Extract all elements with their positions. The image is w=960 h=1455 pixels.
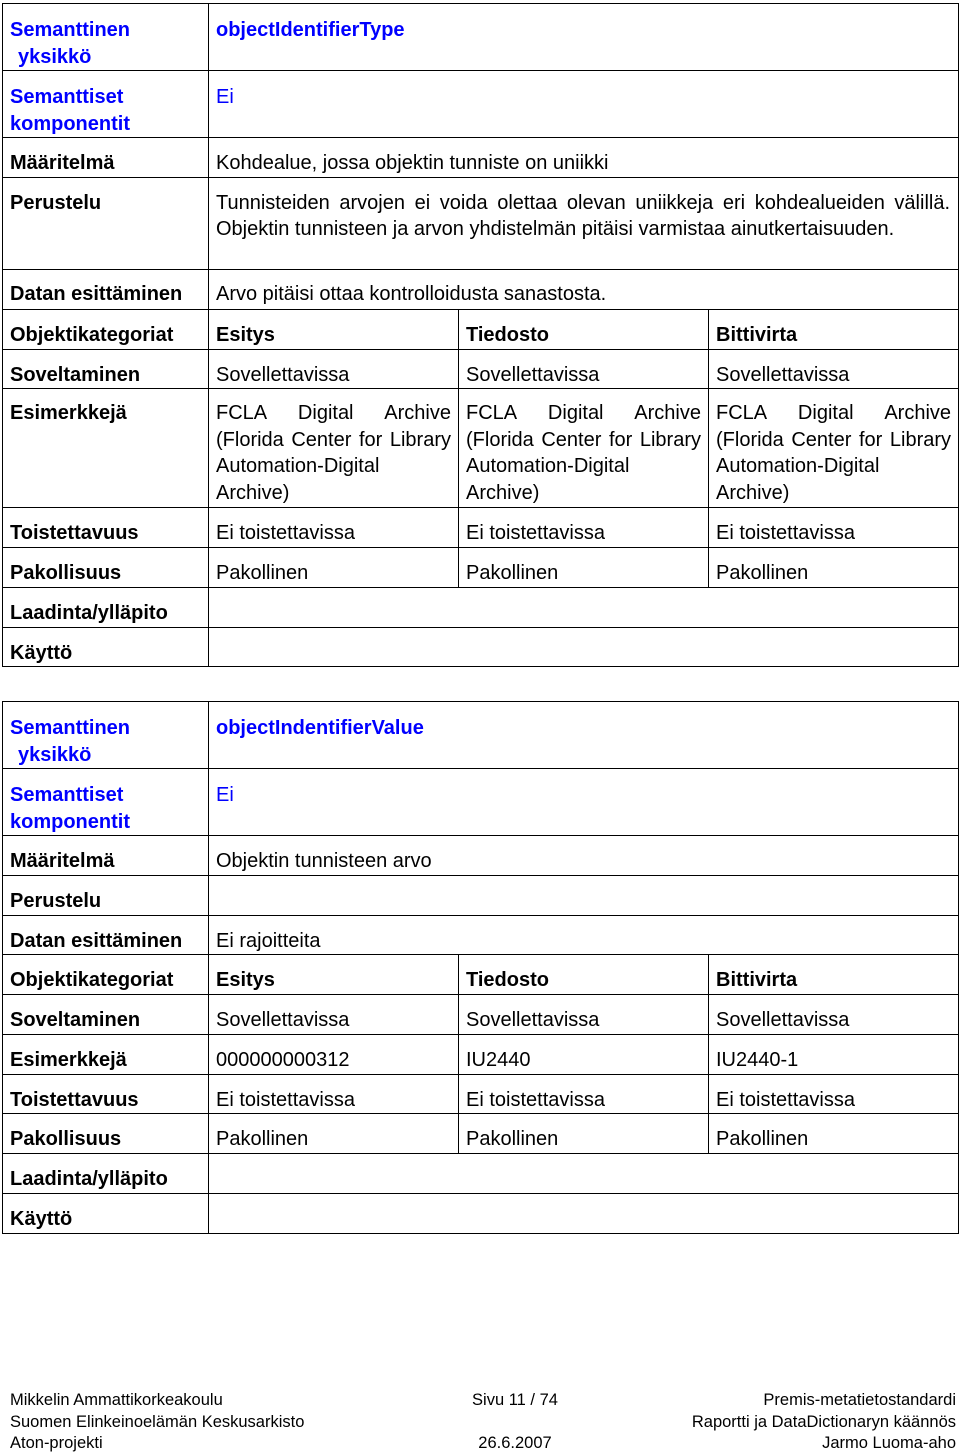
object-category-label: Objektikategoriat <box>3 309 209 349</box>
category-bitstream: Bittivirta <box>709 955 959 995</box>
data-constraint-label: Datan esittäminen <box>3 915 209 955</box>
usage-value <box>209 1193 959 1233</box>
definition-label: Määritelmä <box>3 138 209 178</box>
applicability-file: Sovellettavissa <box>459 995 709 1035</box>
semantic-unit-table-object-identifier-value <box>2 701 959 1234</box>
rationale-label: Perustelu <box>3 875 209 915</box>
footer-center-blank <box>450 1412 580 1434</box>
definition-label: Määritelmä <box>3 836 209 876</box>
repeatability-file: Ei toistettavissa <box>459 1074 709 1114</box>
usage-label: Käyttö <box>3 627 209 667</box>
applicability-representation: Sovellettavissa <box>209 349 459 389</box>
category-bitstream: Bittivirta <box>709 309 959 349</box>
applicability-label: Soveltaminen <box>3 349 209 389</box>
footer-center <box>450 1390 580 1455</box>
obligation-representation: Pakollinen <box>209 548 459 588</box>
creation-maintenance-value <box>209 1154 959 1194</box>
example-file: FCLA Digital Archive (Florida Center for Library Automation-Digital Archive) <box>459 389 709 508</box>
applicability-file: Sovellettavissa <box>459 349 709 389</box>
obligation-representation: Pakollinen <box>209 1114 459 1154</box>
semantic-unit-value: objectIdentifierType <box>209 4 959 71</box>
category-representation: Esitys <box>209 955 459 995</box>
footer-author: Jarmo Luoma-aho <box>822 1434 956 1452</box>
semantic-components-value: Ei <box>209 769 959 836</box>
data-constraint-label: Datan esittäminen <box>3 269 209 309</box>
category-file: Tiedosto <box>459 309 709 349</box>
definition-value: Kohdealue, jossa objektin tunniste on uniikki <box>209 138 959 178</box>
semantic-components-label: Semanttiset komponentit <box>3 769 209 836</box>
obligation-label: Pakollisuus <box>3 1114 209 1154</box>
footer-date: 26.6.2007 <box>478 1434 552 1452</box>
example-representation: FCLA Digital Archive (Florida Center for Library Automation-Digital Archive) <box>209 389 459 508</box>
applicability-label: Soveltaminen <box>3 995 209 1035</box>
creation-maintenance-label: Laadinta/ylläpito <box>3 587 209 627</box>
footer-right <box>692 1390 956 1455</box>
footer-page-number: Sivu 11 / 74 <box>472 1391 558 1409</box>
footer-project: Aton-projekti <box>10 1434 103 1452</box>
footer-standard: Premis-metatietostandardi <box>763 1391 956 1409</box>
rationale-value <box>209 875 959 915</box>
footer-institution: Mikkelin Ammattikorkeakoulu <box>10 1391 223 1409</box>
obligation-bitstream: Pakollinen <box>709 1114 959 1154</box>
repeatability-file: Ei toistettavissa <box>459 508 709 548</box>
examples-label: Esimerkkejä <box>3 1034 209 1074</box>
applicability-bitstream: Sovellettavissa <box>709 995 959 1035</box>
semantic-components-label: Semanttiset komponentit <box>3 71 209 138</box>
object-category-label: Objektikategoriat <box>3 955 209 995</box>
footer-left <box>10 1390 304 1455</box>
page-footer <box>10 1390 956 1454</box>
footer-archive: Suomen Elinkeinoelämän Keskusarkisto <box>10 1412 305 1431</box>
applicability-representation: Sovellettavissa <box>209 995 459 1035</box>
definition-value: Objektin tunnisteen arvo <box>209 836 959 876</box>
applicability-bitstream: Sovellettavissa <box>709 349 959 389</box>
category-representation: Esitys <box>209 309 459 349</box>
data-constraint-value: Ei rajoitteita <box>209 915 959 955</box>
category-file: Tiedosto <box>459 955 709 995</box>
repeatability-representation: Ei toistettavissa <box>209 1074 459 1114</box>
semantic-components-value: Ei <box>209 71 959 138</box>
example-file: IU2440 <box>459 1034 709 1074</box>
example-representation: 000000000312 <box>209 1034 459 1074</box>
repeatability-bitstream: Ei toistettavissa <box>709 508 959 548</box>
examples-label: Esimerkkejä <box>3 389 209 508</box>
creation-maintenance-label: Laadinta/ylläpito <box>3 1154 209 1194</box>
usage-label: Käyttö <box>3 1193 209 1233</box>
rationale-label: Perustelu <box>3 177 209 269</box>
example-bitstream: FCLA Digital Archive (Florida Center for Library Automation-Digital Archive) <box>709 389 959 508</box>
obligation-bitstream: Pakollinen <box>709 548 959 588</box>
obligation-file: Pakollinen <box>459 1114 709 1154</box>
semantic-unit-value: objectIndentifierValue <box>209 702 959 769</box>
obligation-file: Pakollinen <box>459 548 709 588</box>
obligation-label: Pakollisuus <box>3 548 209 588</box>
semantic-unit-table-object-identifier-type <box>2 3 959 667</box>
creation-maintenance-value <box>209 587 959 627</box>
data-constraint-value: Arvo pitäisi ottaa kontrolloidusta sanastosta. <box>209 269 959 309</box>
repeatability-label: Toistettavuus <box>3 1074 209 1114</box>
repeatability-bitstream: Ei toistettavissa <box>709 1074 959 1114</box>
example-bitstream: IU2440-1 <box>709 1034 959 1074</box>
rationale-value: Tunnisteiden arvojen ei voida olettaa olevan uniikkeja eri kohdealueiden välillä. Objektin tunnisteen ja arvon yhdistelmän pitäisi varmistaa ainutkertaisuuden. <box>209 177 959 269</box>
footer-report: Raportti ja DataDictionaryn käännös <box>691 1412 956 1431</box>
repeatability-representation: Ei toistettavissa <box>209 508 459 548</box>
semantic-unit-label: Semanttinen yksikkö <box>3 702 209 769</box>
semantic-unit-label: Semanttinen yksikkö <box>3 4 209 71</box>
repeatability-label: Toistettavuus <box>3 508 209 548</box>
usage-value <box>209 627 959 667</box>
